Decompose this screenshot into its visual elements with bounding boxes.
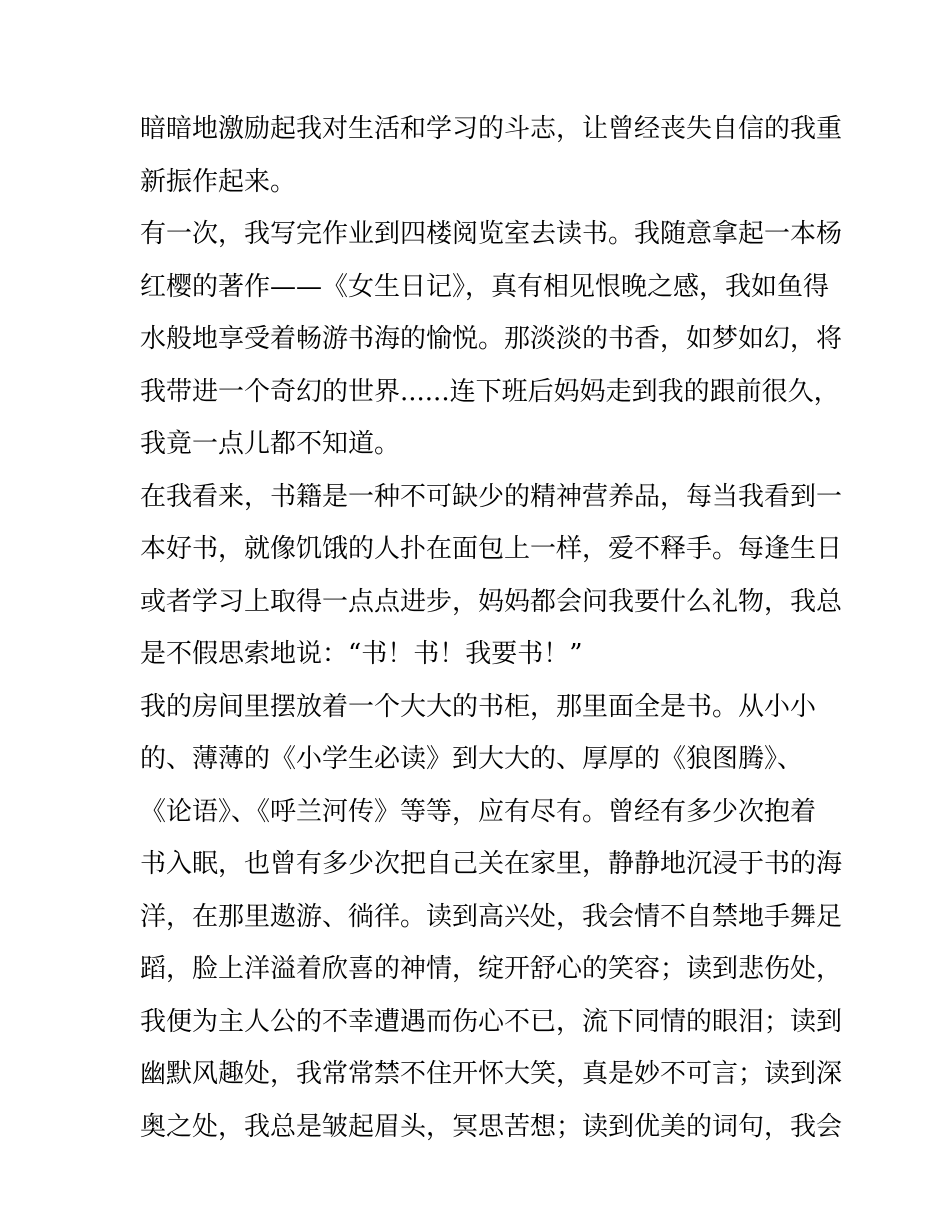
text-line: 蹈，脸上洋溢着欣喜的神情，绽开舒心的笑容；读到悲伤处， xyxy=(140,954,843,984)
text-line: 在我看来，书籍是一种不可缺少的精神营养品，每当我看到一 xyxy=(140,481,843,512)
text-line: 是不假思索地说：“书！书！我要书！” xyxy=(140,639,583,669)
text-line: 我便为主人公的不幸遭遇而伤心不已，流下同情的眼泪；读到 xyxy=(140,1006,843,1037)
text-line: 《论语》、《呼兰河传》等等，应有尽有。曾经有多少次抱着 xyxy=(140,796,817,827)
text-line: 的、薄薄的《小学生必读》到大大的、厚厚的《狼图腾》、 xyxy=(140,744,804,774)
text-line: 有一次，我写完作业到四楼阅览室去读书。我随意拿起一本杨 xyxy=(140,219,843,249)
text-line: 书入眠，也曾有多少次把自己关在家里，静静地沉浸于书的海 xyxy=(140,849,843,879)
text-line: 本好书，就像饥饿的人扑在面包上一样，爱不释手。每逢生日 xyxy=(140,534,843,564)
text-line: 洋，在那里遨游、徜徉。读到高兴处，我会情不自禁地手舞足 xyxy=(140,901,843,932)
body-text xyxy=(140,103,843,1153)
text-line: 或者学习上取得一点点进步，妈妈都会问我要什么礼物，我总 xyxy=(140,586,843,617)
text-line: 红樱的著作——《女生日记》，真有相见恨晚之感，我如鱼得 xyxy=(140,271,830,302)
text-line: 暗暗地激励起我对生活和学习的斗志，让曾经丧失自信的我重 xyxy=(140,114,843,144)
text-line: 我的房间里摆放着一个大大的书柜，那里面全是书。从小小 xyxy=(140,691,817,722)
text-line: 我带进一个奇幻的世界......连下班后妈妈走到我的跟前很久， xyxy=(140,376,840,407)
text-line: 幽默风趣处，我常常禁不住开怀大笑，真是妙不可言；读到深 xyxy=(140,1059,843,1089)
text-line: 水般地享受着畅游书海的愉悦。那淡淡的书香，如梦如幻，将 xyxy=(140,324,843,354)
text-line: 我竟一点儿都不知道。 xyxy=(140,429,401,459)
text-line: 新振作起来。 xyxy=(140,166,297,197)
text-line: 奥之处，我总是皱起眉头，冥思苦想；读到优美的词句，我会 xyxy=(140,1111,843,1142)
